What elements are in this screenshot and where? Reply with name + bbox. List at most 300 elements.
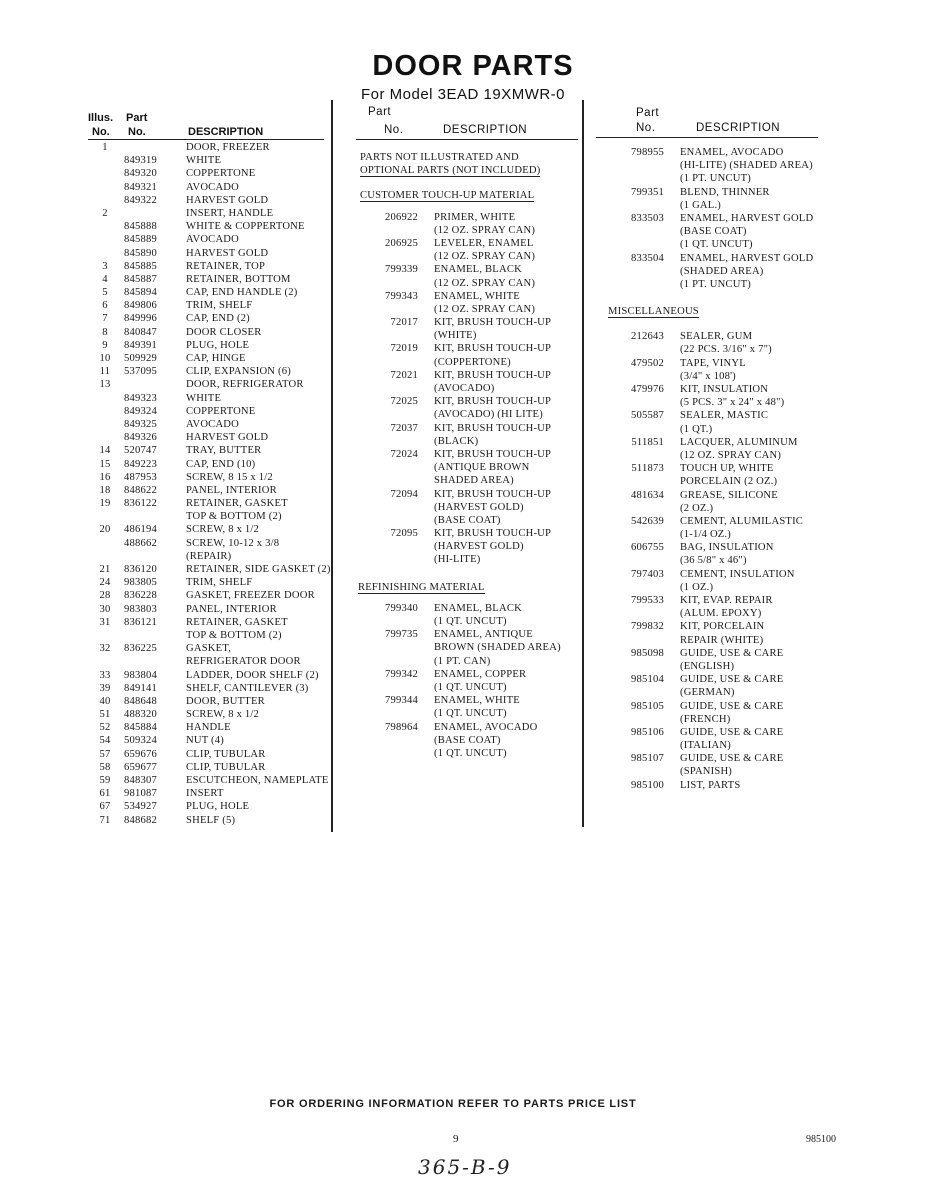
section-heading-touchup (360, 189, 580, 202)
part-description: (12 OZ. SPRAY CAN) (680, 449, 782, 461)
part-description: WHITE & COPPERTONE (186, 221, 305, 233)
part-number: 486194 (124, 524, 157, 536)
section-heading-refinishing (358, 581, 580, 594)
part-description: (2 OZ.) (680, 502, 714, 514)
part-description: KIT, BRUSH TOUCH-UP (434, 528, 552, 540)
part-description: SHELF (5) (186, 814, 236, 826)
illus-number: 28 (99, 590, 111, 602)
table-row (606, 765, 830, 778)
table-row (606, 252, 830, 265)
table-row (606, 475, 830, 488)
part-number: 848648 (124, 695, 157, 707)
part-description: PORCELAIN (2 OZ.) (680, 476, 778, 488)
part-number: 849325 (124, 418, 157, 430)
table-row (360, 694, 580, 707)
table-row (360, 356, 580, 369)
part-description: HARVEST GOLD (186, 247, 269, 259)
table-row (606, 528, 830, 541)
part-description: SCREW, 8 x 1/2 (186, 524, 260, 536)
table-row (360, 553, 580, 566)
table-row (606, 607, 830, 620)
table-row (606, 265, 830, 278)
part-number: 659677 (124, 761, 157, 773)
part-description: CAP, END HANDLE (2) (186, 287, 298, 299)
table-row (98, 497, 330, 510)
part-description: GUIDE, USE & CARE (680, 700, 784, 712)
handwritten-reference: 365-B-9 (418, 1155, 512, 1179)
part-description: ENAMEL, WHITE (434, 695, 520, 707)
part-number: 985100 (631, 779, 664, 791)
part-number: 509929 (124, 353, 157, 364)
part-description: DOOR, REFRIGERATOR (186, 379, 304, 391)
part-description: PANEL, INTERIOR (186, 603, 277, 615)
table-row (98, 299, 330, 312)
part-description: (REPAIR) (186, 550, 232, 562)
table-row (606, 172, 830, 185)
part-description: RETAINER, GASKET (186, 616, 288, 628)
page-title: DOOR PARTS (372, 50, 574, 82)
table-row (606, 489, 830, 502)
table-row (98, 392, 330, 405)
table-row (360, 628, 580, 641)
table-row (606, 594, 830, 607)
part-description: KIT, BRUSH TOUCH-UP (434, 369, 552, 381)
table-row (360, 501, 580, 514)
part-description: SHELF, CANTILEVER (3) (186, 682, 309, 694)
part-number: 798964 (385, 721, 418, 733)
column-divider-2 (582, 100, 584, 827)
part-number: 849324 (124, 405, 157, 417)
touchup-list (360, 211, 580, 567)
column-divider-1 (331, 100, 333, 832)
table-row (360, 747, 580, 760)
table-row (606, 186, 830, 199)
part-description: LADDER, DOOR SHELF (2) (186, 669, 319, 681)
part-description: LIST, PARTS (680, 779, 741, 791)
part-number: 72017 (390, 317, 418, 329)
table-row (606, 752, 830, 765)
part-number: 985107 (631, 753, 664, 765)
ordering-information-note: FOR ORDERING INFORMATION REFER TO PARTS PRICE LIST (269, 1098, 637, 1110)
table-row (360, 602, 580, 615)
table-row (98, 708, 330, 721)
part-number: 72025 (390, 396, 418, 408)
part-number: 845884 (124, 722, 157, 734)
table-row (360, 668, 580, 681)
part-number: 534927 (124, 801, 157, 813)
table-row (360, 290, 580, 303)
part-description: BLEND, THINNER (680, 186, 770, 198)
part-number: 799344 (385, 695, 418, 707)
part-description: INSERT (186, 788, 224, 800)
part-description: (5 PCS. 3" x 24" x 48") (680, 397, 785, 409)
part-description: SEALER, GUM (680, 331, 753, 343)
table-row (98, 312, 330, 325)
part-number: 836228 (124, 590, 157, 602)
illus-number: 5 (102, 287, 108, 299)
part-description: GUIDE, USE & CARE (680, 674, 784, 686)
part-description: (BASE COAT) (434, 734, 501, 746)
table-row (360, 408, 580, 421)
part-description: BROWN (SHADED AREA) (434, 642, 561, 654)
part-number: 849391 (124, 339, 157, 351)
table-row (606, 146, 830, 159)
part-description: (BASE COAT) (680, 226, 747, 238)
table-row (606, 554, 830, 567)
table-row (98, 550, 330, 563)
table-row (360, 237, 580, 250)
illus-number: 13 (99, 379, 111, 391)
part-number: 206922 (385, 211, 418, 223)
not-illustrated-note-line2 (360, 164, 580, 177)
table-row (360, 721, 580, 734)
part-description: (1-1/4 OZ.) (680, 529, 732, 541)
part-description: CAP, END (10) (186, 458, 256, 470)
part-description: SCREW, 8 15 x 1/2 (186, 471, 273, 483)
table-row (98, 589, 330, 602)
part-description: HANDLE (186, 722, 231, 734)
table-row (98, 326, 330, 339)
table-row (360, 681, 580, 694)
table-row (606, 673, 830, 686)
part-description: ENAMEL, BLACK (434, 264, 522, 276)
table-row (98, 154, 330, 167)
part-number: 797403 (631, 568, 664, 580)
part-description: DOOR CLOSER (186, 326, 262, 338)
table-row (360, 277, 580, 290)
table-row (98, 682, 330, 695)
illus-number: 24 (99, 577, 111, 589)
part-description: CLIP, TUBULAR (186, 761, 266, 773)
table-row (360, 474, 580, 487)
table-row (606, 357, 830, 370)
part-description: (1 QT. UNCUT) (680, 239, 753, 251)
table-row (360, 461, 580, 474)
part-number: 206925 (385, 237, 418, 249)
part-description: (12 OZ. SPRAY CAN) (434, 277, 536, 289)
table-row (98, 537, 330, 550)
part-description: KIT, PORCELAIN (680, 621, 765, 633)
part-description: GUIDE, USE & CARE (680, 753, 784, 765)
part-description: KIT, EVAP. REPAIR (680, 595, 773, 606)
table-row (606, 383, 830, 396)
refinishing-continued-list (606, 146, 830, 291)
part-number: 849323 (124, 392, 157, 404)
part-description: ENAMEL, AVOCADO (680, 147, 784, 158)
table-row (606, 581, 830, 594)
table-row (98, 748, 330, 761)
part-number: 505587 (631, 410, 664, 422)
part-description: ESCUTCHEON, NAMEPLATE (186, 775, 329, 786)
table-row (606, 700, 830, 713)
part-number: 849320 (124, 168, 157, 180)
col2-part-header-bottom: No. (384, 124, 404, 136)
table-row (360, 263, 580, 276)
table-row (98, 774, 330, 787)
part-description: SHADED AREA) (434, 475, 514, 487)
table-row (98, 444, 330, 457)
table-row (98, 286, 330, 299)
table-row (606, 225, 830, 238)
part-number: 849326 (124, 432, 157, 444)
part-description: (1 QT. UNCUT) (434, 681, 507, 693)
part-description: GUIDE, USE & CARE (680, 647, 784, 659)
part-description: CAP, HINGE (186, 353, 246, 364)
part-description: (BASE COAT) (434, 514, 501, 526)
illus-number: 18 (99, 484, 111, 496)
table-row (360, 448, 580, 461)
illus-number: 32 (99, 643, 111, 655)
table-row (360, 211, 580, 224)
illus-number: 30 (99, 603, 111, 615)
table-row (360, 734, 580, 747)
part-number: 537095 (124, 366, 157, 378)
table-row (360, 527, 580, 540)
table-row (98, 181, 330, 194)
part-description: COPPERTONE (186, 405, 256, 417)
part-number: 488320 (124, 709, 157, 721)
part-number: 845890 (124, 247, 157, 259)
illus-number: 15 (99, 458, 111, 470)
part-description: (SPANISH) (680, 766, 733, 778)
table-row (98, 642, 330, 655)
table-row (606, 409, 830, 422)
part-description: (COPPERTONE) (434, 356, 511, 368)
part-description: (12 OZ. SPRAY CAN) (434, 224, 536, 236)
part-description: (AVOCADO) (434, 383, 495, 394)
part-number: 487953 (124, 471, 157, 483)
part-number: 520747 (124, 445, 157, 457)
table-row (606, 278, 830, 291)
part-number: 606755 (631, 542, 664, 554)
illus-number: 67 (99, 801, 111, 813)
col1-header-rule (88, 139, 324, 140)
part-description: (BLACK) (434, 435, 479, 447)
table-row (98, 814, 330, 827)
table-row (606, 370, 830, 383)
illus-number: 4 (102, 273, 108, 285)
illus-number: 58 (99, 761, 111, 773)
table-row (606, 502, 830, 515)
table-row (98, 629, 330, 642)
part-description: CLIP, TUBULAR (186, 748, 266, 760)
table-row (98, 458, 330, 471)
part-number: 845894 (124, 287, 157, 299)
part-number: 511873 (631, 463, 664, 475)
table-row (98, 655, 330, 668)
part-description: SCREW, 10-12 x 3/8 (186, 537, 280, 549)
table-row (360, 250, 580, 263)
table-row (98, 141, 330, 154)
table-row (360, 488, 580, 501)
table-row (606, 343, 830, 356)
part-number: 849319 (124, 155, 157, 167)
part-description: CEMENT, ALUMILASTIC (680, 515, 804, 527)
col2-header-rule (356, 139, 578, 140)
illus-number: 1 (102, 142, 108, 153)
illus-number: 61 (99, 788, 111, 800)
part-description: (1 OZ.) (680, 581, 714, 593)
illus-number: 16 (99, 471, 111, 483)
table-row (98, 787, 330, 800)
table-row (360, 540, 580, 553)
table-row (98, 603, 330, 616)
table-row (98, 471, 330, 484)
part-description: (ALUM. EPOXY) (680, 608, 762, 620)
model-subtitle: For Model 3EAD 19XMWR-0 (360, 86, 566, 103)
table-row (98, 220, 330, 233)
part-number: 542639 (631, 515, 664, 527)
part-description: (1 PT. UNCUT) (680, 173, 751, 185)
part-description: (36 5/8" x 46") (680, 555, 747, 567)
document-number: 985100 (806, 1134, 836, 1145)
table-row (98, 576, 330, 589)
part-number: 659676 (124, 748, 157, 760)
table-row (606, 541, 830, 554)
col3-header-rule (596, 137, 818, 138)
table-row (360, 435, 580, 448)
part-description: NUT (4) (186, 735, 224, 747)
part-description: SEALER, MASTIC (680, 410, 769, 422)
part-number: 840847 (124, 326, 157, 338)
illus-number: 2 (102, 207, 108, 219)
part-description: RETAINER, SIDE GASKET (2) (186, 564, 331, 575)
table-row (98, 669, 330, 682)
part-number: 849806 (124, 300, 157, 312)
part-description: REPAIR (WHITE) (680, 634, 764, 646)
part-number: 799832 (631, 621, 664, 633)
part-description: KIT, BRUSH TOUCH-UP (434, 448, 552, 460)
part-description: AVOCADO (186, 181, 240, 193)
part-number: 849996 (124, 313, 157, 325)
part-number: 985104 (631, 674, 664, 686)
part-description: TRIM, SHELF (186, 577, 253, 589)
table-row (360, 514, 580, 527)
table-row (606, 462, 830, 475)
part-description: (HI-LITE) (434, 554, 481, 566)
part-description: (1 PT. CAN) (434, 655, 491, 667)
part-description: (GERMAN) (680, 687, 735, 699)
part-description: WHITE (186, 392, 222, 404)
illus-number: 19 (99, 498, 111, 510)
part-description: GUIDE, USE & CARE (680, 726, 784, 738)
table-row (98, 484, 330, 497)
part-description: AVOCADO (186, 234, 240, 246)
part-number: 479502 (631, 357, 664, 369)
col2-description-header: DESCRIPTION (443, 124, 528, 136)
part-number: 983803 (124, 603, 157, 615)
part-description: TOP & BOTTOM (2) (186, 511, 282, 523)
part-description: ENAMEL, HARVEST GOLD (680, 212, 814, 224)
part-description: DOOR, BUTTER (186, 695, 265, 707)
table-row (606, 159, 830, 172)
part-description: (1 QT. UNCUT) (434, 616, 507, 627)
part-description: PLUG, HOLE (186, 801, 250, 813)
not-illustrated-note-text: OPTIONAL PARTS (NOT INCLUDED) (360, 165, 541, 177)
part-number: 983804 (124, 669, 157, 681)
parts-list-column-1 (98, 141, 330, 827)
part-description: TOUCH UP, WHITE (680, 463, 774, 475)
part-number: 845887 (124, 273, 157, 285)
part-description: SCREW, 8 x 1/2 (186, 709, 260, 721)
table-row (360, 224, 580, 237)
table-row (98, 378, 330, 391)
part-description: RETAINER, GASKET (186, 498, 288, 510)
part-number: 72094 (390, 488, 418, 500)
part-description: RETAINER, TOP (186, 260, 266, 272)
table-row (360, 395, 580, 408)
illus-number: 3 (102, 260, 108, 272)
illus-header-top: Illus. (88, 112, 114, 124)
table-row (606, 686, 830, 699)
col3-part-header-bottom: No. (636, 122, 656, 134)
table-row (360, 641, 580, 654)
part-number: 985098 (631, 647, 664, 659)
table-row (606, 779, 830, 792)
table-row (98, 233, 330, 246)
part-number: 848307 (124, 775, 157, 786)
illus-number: 51 (99, 709, 111, 721)
part-number: 488662 (124, 537, 157, 549)
part-description: CAP, END (2) (186, 313, 250, 325)
part-description: PLUG, HOLE (186, 339, 250, 351)
part-description: KIT, BRUSH TOUCH-UP (434, 343, 552, 355)
table-row (98, 510, 330, 523)
description-header: DESCRIPTION (188, 126, 264, 138)
part-number: 799340 (385, 602, 418, 614)
section-heading-miscellaneous-text: MISCELLANEOUS (608, 306, 699, 318)
part-number: 798955 (631, 147, 664, 158)
part-description: (1 QT.) (680, 423, 713, 435)
section-heading-miscellaneous (608, 305, 830, 318)
part-number: 836121 (124, 616, 157, 628)
part-description: KIT, INSULATION (680, 384, 769, 395)
part-number: 845889 (124, 234, 157, 246)
part-number: 799533 (631, 595, 664, 606)
illus-number: 57 (99, 748, 111, 760)
table-row (606, 449, 830, 462)
part-number: 72095 (390, 528, 418, 540)
part-number: 845888 (124, 221, 157, 233)
part-description: REFRIGERATOR DOOR (186, 656, 301, 668)
part-description: (SHADED AREA) (680, 265, 764, 277)
illus-number: 54 (99, 735, 111, 747)
refinishing-list (360, 602, 580, 760)
part-description: TRIM, SHELF (186, 300, 253, 312)
table-row (606, 739, 830, 752)
illus-number: 10 (99, 353, 111, 364)
table-row (98, 405, 330, 418)
part-description: TRAY, BUTTER (186, 445, 262, 457)
part-description: WHITE (186, 155, 222, 167)
section-heading-refinishing-text: REFINISHING MATERIAL (358, 581, 485, 593)
illus-number: 8 (102, 326, 108, 338)
table-row (98, 418, 330, 431)
part-description: KIT, BRUSH TOUCH-UP (434, 317, 552, 329)
not-illustrated-note-line1: PARTS NOT ILLUSTRATED AND (360, 152, 519, 163)
table-row (360, 316, 580, 329)
table-row (360, 422, 580, 435)
part-description: DOOR, FREEZER (186, 142, 270, 153)
part-description: (ITALIAN) (680, 740, 731, 752)
table-row (360, 655, 580, 668)
table-row (360, 707, 580, 720)
table-row (606, 713, 830, 726)
table-row (606, 620, 830, 633)
illus-number: 33 (99, 669, 111, 681)
part-number: 72037 (390, 422, 418, 434)
table-row (360, 303, 580, 316)
